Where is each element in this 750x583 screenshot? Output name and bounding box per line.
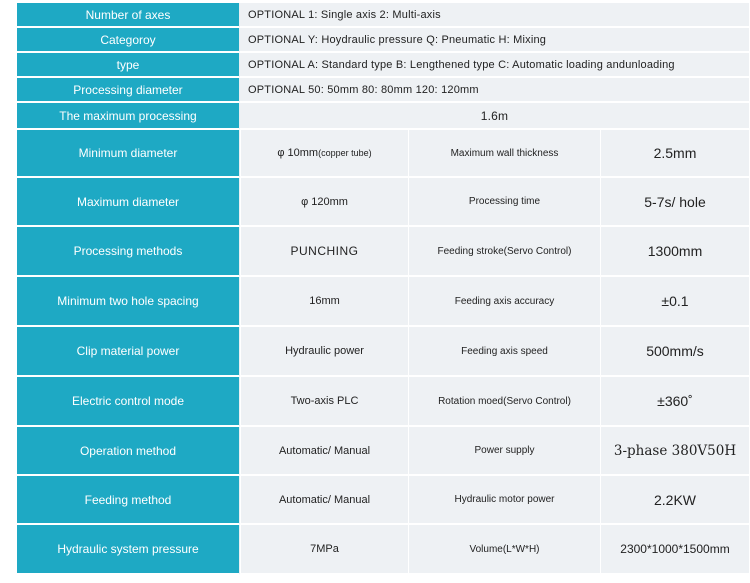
spec-value: PUNCHING [240,227,408,277]
param-name: Feeding axis speed [408,327,600,377]
spec-value: Hydraulic power [240,327,408,377]
param-value: ±360˚ [600,377,749,427]
row-header: Electric control mode [17,377,240,427]
spec-row-processing-diameter [17,78,749,103]
spec-value-main: φ 10mm [277,147,319,159]
row-value: OPTIONAL A: Standard type B: Lengthened type C: Automatic loading andunloading [240,53,749,78]
spec-value [240,130,408,178]
spec-row-type [17,53,749,78]
row-value: 1.6m [240,103,749,130]
spec-row [17,476,749,525]
spec-row-max-processing [17,103,749,130]
row-header: Operation method [17,427,240,476]
param-name: Power supply [408,427,600,476]
row-header: Clip material power [17,327,240,377]
param-name: Feeding axis accuracy [408,277,600,327]
spec-value: φ 120mm [240,178,408,227]
row-header: Minimum diameter [17,130,240,178]
param-value: 3-phase 380V50H [600,427,749,476]
spec-value: 7MPa [240,525,408,575]
spec-value-note: (copper tube) [318,148,372,158]
spec-value: 16mm [240,277,408,327]
row-value: OPTIONAL 50: 50mm 80: 80mm 120: 120mm [240,78,749,103]
param-name: Feeding stroke(Servo Control) [408,227,600,277]
spec-row [17,525,749,575]
spec-row [17,178,749,227]
param-value: 2.5mm [600,130,749,178]
row-header: type [17,53,240,78]
spec-value: Automatic/ Manual [240,427,408,476]
spec-value: Automatic/ Manual [240,476,408,525]
spec-row [17,277,749,327]
row-header: Maximum diameter [17,178,240,227]
spec-row [17,227,749,277]
row-header: Processing diameter [17,78,240,103]
row-value: OPTIONAL Y: Hoydraulic pressure Q: Pneumatic H: Mixing [240,28,749,53]
spec-row [17,327,749,377]
param-value: 2.2KW [600,476,749,525]
param-name: Rotation moed(Servo Control) [408,377,600,427]
spec-row [17,130,749,178]
param-value: 5-7s/ hole [600,178,749,227]
row-header: Feeding method [17,476,240,525]
param-value: 1300mm [600,227,749,277]
row-header: Minimum two hole spacing [17,277,240,327]
row-value: OPTIONAL 1: Single axis 2: Multi-axis [240,3,749,28]
param-value: 2300*1000*1500mm [600,525,749,575]
param-name: Processing time [408,178,600,227]
spec-row-axes [17,3,749,28]
row-header: Categoroy [17,28,240,53]
param-value: ±0.1 [600,277,749,327]
row-header: Hydraulic system pressure [17,525,240,575]
spec-row [17,427,749,476]
row-header: Processing methods [17,227,240,277]
param-name: Maximum wall thickness [408,130,600,178]
spec-row [17,377,749,427]
spec-table [17,3,749,575]
row-header: Number of axes [17,3,240,28]
spec-value: Two-axis PLC [240,377,408,427]
spec-row-category [17,28,749,53]
param-name: Volume(L*W*H) [408,525,600,575]
param-name: Hydraulic motor power [408,476,600,525]
param-value: 500mm/s [600,327,749,377]
row-header: The maximum processing [17,103,240,130]
